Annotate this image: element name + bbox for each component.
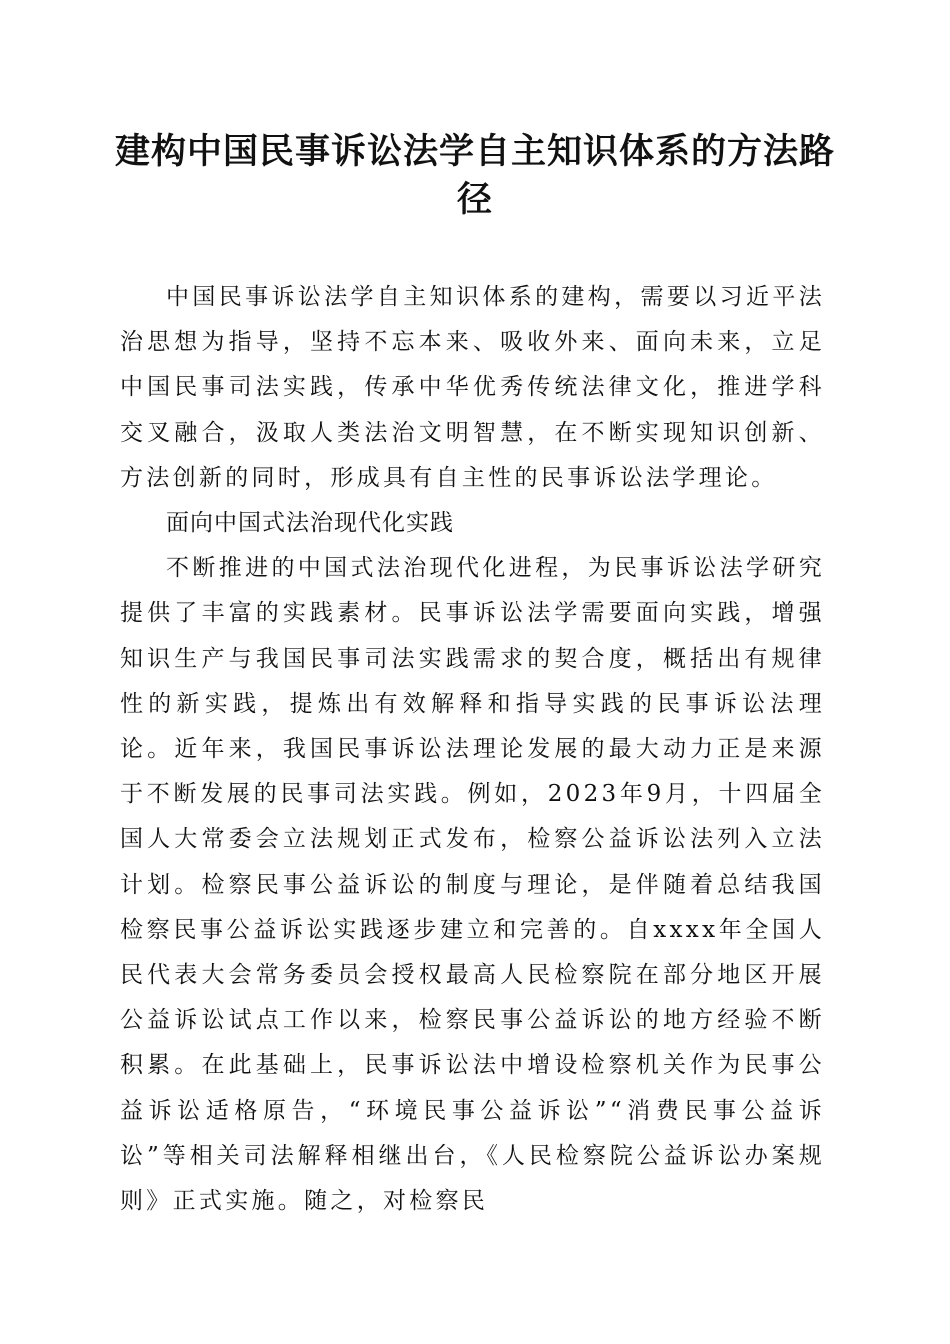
document-title: 建构中国民事诉讼法学自主知识体系的方法路径 [114, 131, 835, 220]
section-heading: 面向中国式法治现代化实践 [166, 510, 454, 537]
document-body [120, 275, 825, 1224]
section-paragraph: 不断推进的中国式法治现代化进程，为民事诉讼法学研究提供了丰富的实践素材。民事诉讼法学需要面向实践，增强知识生产与我国民事司法实践需求的契合度，概括出有规律性的新实践，提炼出有效解释和指导实践的民事诉讼法理论。近年来，我国民事诉讼法理论发展的最大动力正是来源于不断发展的民事司法实践。例如，2023年9月，十四届全国人大常委会立法规划正式发布，检察公益诉讼法列入立法计划。检察民事公益诉讼的制度与理论，是伴随着总结我国检察民事公益诉讼实践逐步建立和完善的。自xxxx年全国人民代表大会常务委员会授权最高人民检察院在部分地区开展公益诉讼试点工作以来，检察民事公益诉讼的地方经验不断积累。在此基础上，民事诉讼法中增设检察机关作为民事公益诉讼适格原告，“环境民事公益诉讼”“消费民事公益诉讼”等相关司法解释相继出台，《人民检察院公益诉讼办案规则》正式实施。随之，对检察民 [120, 555, 825, 1215]
intro-paragraph: 中国民事诉讼法学自主知识体系的建构，需要以习近平法治思想为指导，坚持不忘本来、吸收外来、面向未来，立足中国民事司法实践，传承中华优秀传统法律文化，推进学科交叉融合，汲取人类法治文明智慧，在不断实现知识创新、方法创新的同时，形成具有自主性的民事诉讼法学理论。 [120, 284, 825, 491]
